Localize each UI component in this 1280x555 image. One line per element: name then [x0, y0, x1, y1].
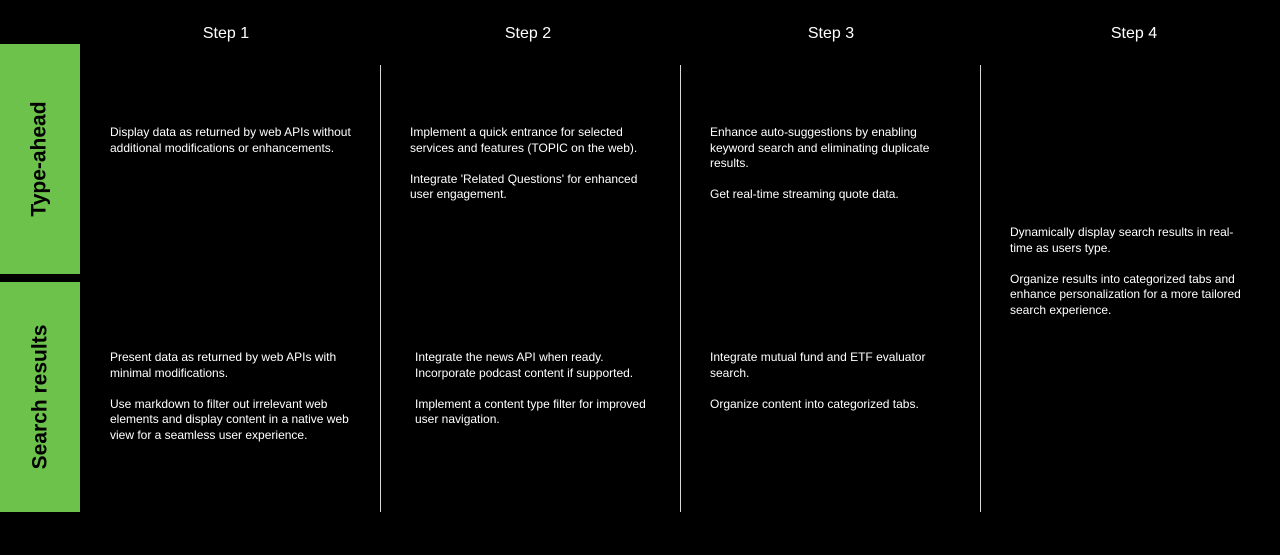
cell-typeahead-step2-text-2: Integrate 'Related Questions' for enhanced user engagement. [410, 171, 638, 201]
cell-search-step2-text-2: Implement a content type filter for improved user navigation. [415, 396, 646, 426]
cell-typeahead-step2 [410, 125, 655, 203]
cell-search-step3-text-2: Organize content into categorized tabs. [710, 396, 919, 411]
cell-typeahead-step1-text-1: Display data as returned by web APIs without additional modifications or enhancements. [110, 125, 351, 155]
column-divider-1 [380, 65, 381, 512]
cell-typeahead-step2-text-1: Implement a quick entrance for selected services and features (TOPIC on the web). [410, 125, 638, 155]
cell-step4-combined [1010, 225, 1255, 318]
cell-search-step1-text-1: Present data as returned by web APIs with minimal modifications. [110, 350, 337, 380]
cell-search-step1-text-2: Use markdown to filter out irrelevant web elements and display content in a native web view for a seamless user experience. [110, 396, 349, 442]
step-3-header: Step 3 [807, 25, 855, 42]
step-4-header: Step 4 [1110, 25, 1158, 42]
cell-search-step2-text-1: Integrate the news API when ready. Incorporate podcast content if supported. [415, 350, 634, 380]
cell-typeahead-step1 [110, 125, 355, 156]
step-2-header: Step 2 [504, 25, 552, 42]
cell-step4-text-1: Dynamically display search results in real-time as users type. [1010, 225, 1234, 255]
row-label-typeahead [0, 44, 80, 274]
cell-search-step3 [710, 350, 955, 412]
cell-search-step3-text-1: Integrate mutual fund and ETF evaluator search. [710, 350, 926, 380]
cell-typeahead-step3-text-1: Enhance auto-suggestions by enabling keyword search and eliminating duplicate results. [710, 125, 930, 170]
row-label-search-results [0, 282, 80, 512]
row-label-search-results-text: Search results [28, 324, 51, 470]
cell-search-step1 [110, 350, 355, 443]
cell-typeahead-step3-text-2: Get real-time streaming quote data. [710, 187, 899, 201]
column-divider-3 [980, 65, 981, 512]
cell-typeahead-step3 [710, 125, 955, 203]
column-divider-2 [680, 65, 681, 512]
cell-step4-text-2: Organize results into categorized tabs and enhance personalization for a more tailored search experience. [1010, 271, 1241, 317]
step-1-header: Step 1 [202, 25, 250, 42]
row-label-typeahead-text: Type-ahead [28, 101, 51, 217]
cell-search-step2 [415, 350, 660, 428]
